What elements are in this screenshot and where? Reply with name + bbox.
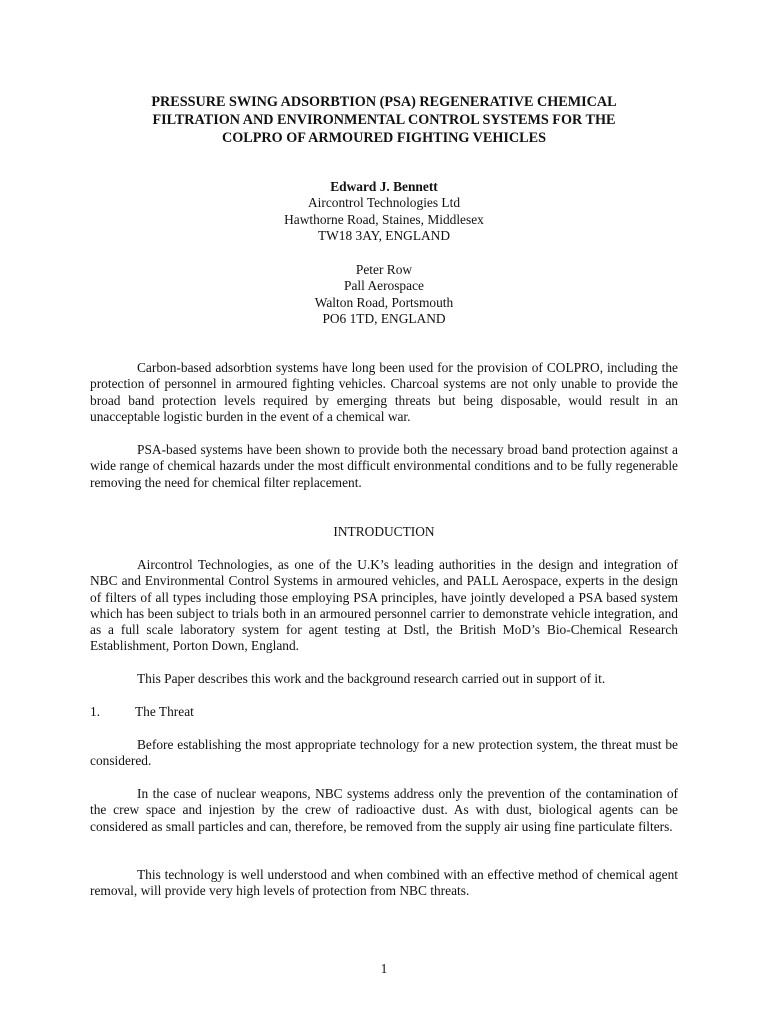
page-number: 1 — [380, 961, 388, 976]
author-postcode: TW18 3AY, ENGLAND — [317, 227, 451, 243]
section-paragraph: In the case of nuclear weapons, NBC systems address only the prevention of the contamination of the crew space and injestion by the crew of radioactive dust. As with dust, biological agents can be considered as small particles and can, therefore, be removed from the supply air using fine particulate filters. — [90, 786, 678, 834]
section-number: 1. — [90, 704, 101, 719]
section-paragraph: This technology is well understood and when combined with an effective method of chemical agent removal, will provide very high levels of protection from NBC threats. — [90, 867, 678, 899]
introduction-paragraph: This Paper describes this work and the background research carried out in support of it. — [137, 671, 606, 686]
paper-title — [90, 93, 678, 147]
author-postcode: PO6 1TD, ENGLAND — [322, 310, 446, 326]
section-title: The Threat — [135, 704, 194, 719]
author-organization: Pall Aerospace — [344, 278, 424, 294]
abstract-paragraph: PSA-based systems have been shown to provide both the necessary broad band protection against a wide range of chemical hazards under the most difficult environmental conditions and to be fully regenerable removing the need for chemical filter replacement. — [90, 442, 678, 490]
author-name: Edward J. Bennett — [330, 179, 438, 194]
title-line: PRESSURE SWING ADSORBTION (PSA) REGENERATIVE CHEMICAL — [151, 94, 617, 110]
introduction-heading: INTRODUCTION — [333, 524, 435, 539]
author-organization: Aircontrol Technologies Ltd — [307, 195, 461, 211]
introduction-paragraph: Aircontrol Technologies, as one of the U.K’s leading authorities in the design and integration of NBC and Environmental Control Systems in armoured vehicles, and PALL Aerospace, experts in the design of filters of all types including those employing PSA principles, have jointly developed a PSA based system which has been subject to trials both in an armoured personnel carrier to demonstrate vehicle integration, and as a full scale laboratory system for agent testing at Dstl, the British MoD’s Bio-Chemical Research Establishment, Porton Down, England. — [90, 557, 678, 654]
author-street: Walton Road, Portsmouth — [314, 294, 454, 310]
abstract-paragraph: Carbon-based adsorbtion systems have long been used for the provision of COLPRO, including the protection of personnel in armoured fighting vehicles. Charcoal systems are not only unable to provide the broad band protection levels required by emerging threats but being disposable, would result in an unacceptable logistic burden in the event of a chemical war. — [90, 360, 678, 424]
author-block-1 — [90, 179, 678, 244]
title-line: COLPRO OF ARMOURED FIGHTING VEHICLES — [222, 130, 546, 146]
author-name: Peter Row — [355, 262, 413, 277]
author-block-2 — [90, 262, 678, 327]
section-paragraph: Before establishing the most appropriate technology for a new protection system, the threat must be considered. — [90, 737, 678, 769]
title-line: FILTRATION AND ENVIRONMENTAL CONTROL SYSTEMS FOR THE — [152, 112, 616, 128]
author-street: Hawthorne Road, Staines, Middlesex — [284, 211, 484, 227]
section-heading — [90, 704, 194, 720]
